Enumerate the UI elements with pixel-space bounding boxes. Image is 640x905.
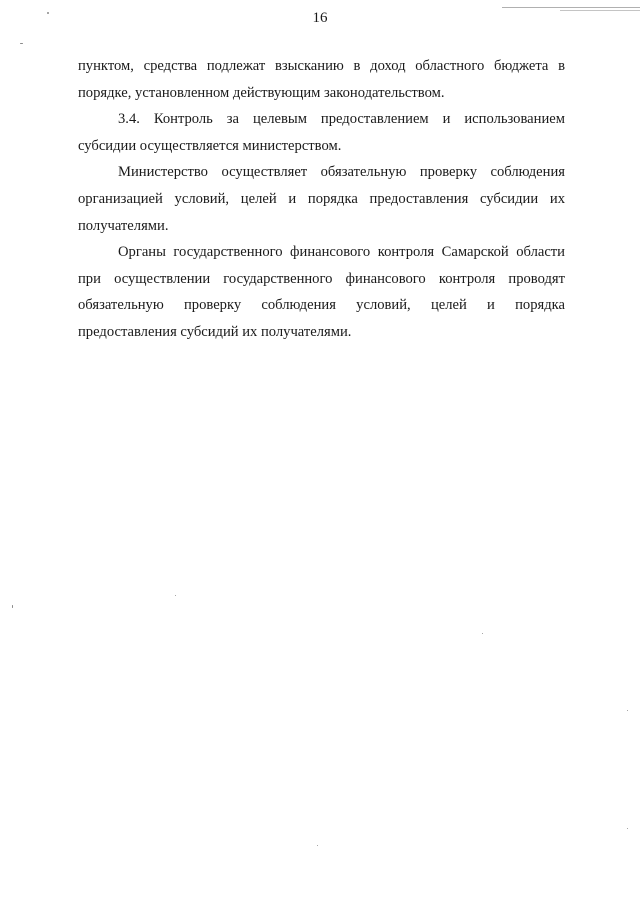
scan-speck: [317, 845, 318, 846]
body-text: [78, 53, 565, 346]
scan-speck: [175, 595, 176, 596]
page-number: 16: [312, 10, 328, 26]
scan-speck: [627, 828, 628, 829]
scan-artifact-line: [502, 7, 640, 8]
scan-speck: [20, 43, 23, 44]
paragraph-continuation: пунктом, средства подлежат взысканию в доход областного бюджета в порядке, установленном действующим законодательством.: [78, 58, 565, 101]
paragraph-ministry-check: Министерство осуществляет обязательную проверку соблюдения организацией условий, целей и порядка предоставления субсидии их получателями.: [78, 164, 565, 234]
scan-speck: [482, 633, 483, 634]
scan-speck: [12, 605, 13, 608]
paragraph-financial-control: Органы государственного финансового контроля Самарской области при осуществлении государственного финансового контроля проводят обязательную проверку соблюдения условий, целей и порядка предоставления субсидий их получателями.: [78, 244, 565, 340]
scan-speck: [627, 710, 628, 711]
paragraph-3-4: 3.4. Контроль за целевым предоставлением и использованием субсидии осуществляется министерством.: [78, 111, 565, 154]
